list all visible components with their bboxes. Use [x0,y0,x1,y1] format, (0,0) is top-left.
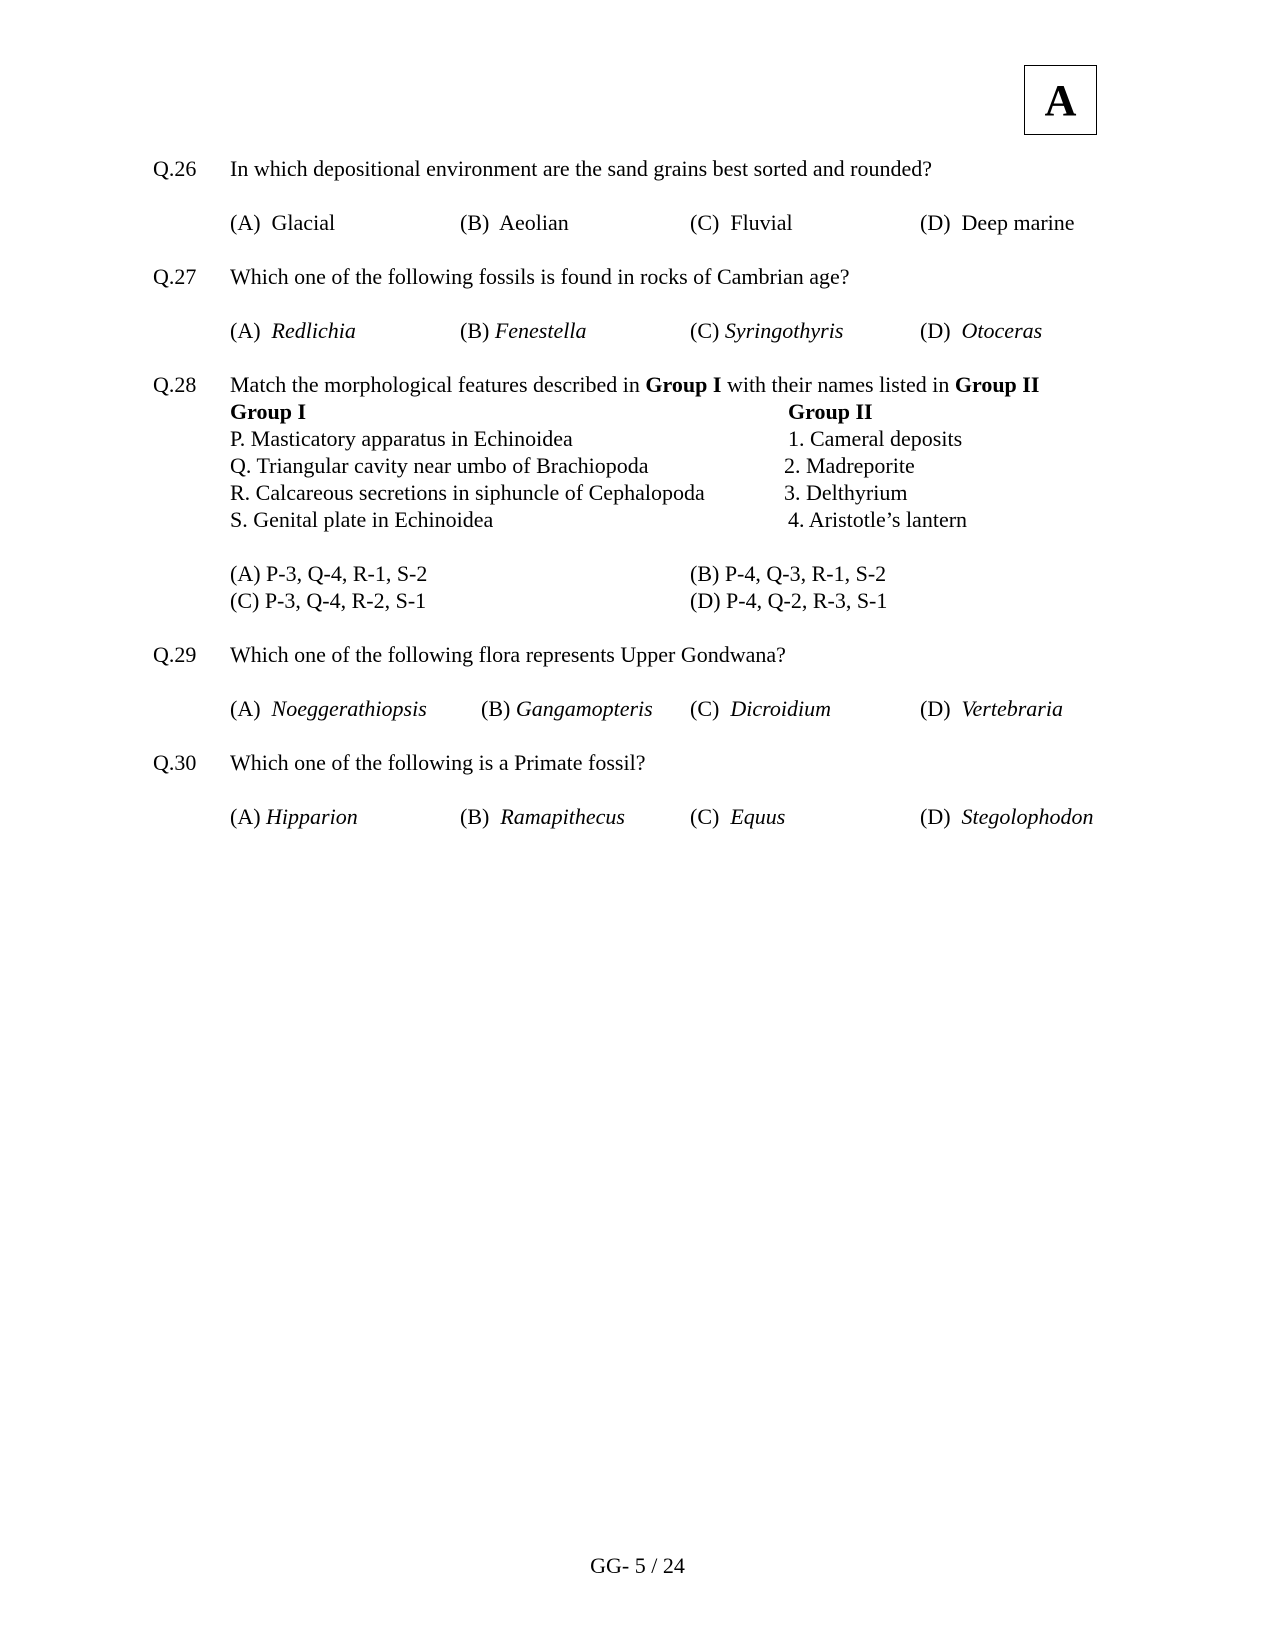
question-text-bold: Group II [954,372,1040,397]
page-footer: GG- 5 / 24 [590,1553,685,1578]
option-d [920,212,1075,234]
option-c [690,320,843,342]
group-1-item: P. Masticatory apparatus in Echinoidea [230,426,573,451]
option-label: (B) [460,804,490,829]
question-text-bold: Group I [645,372,722,397]
option-d [920,806,1094,828]
option-a [230,806,358,828]
question-number: Q.26 [153,156,197,181]
option-label: (B) [481,696,511,721]
question-text: In which depositional environment are the sand grains best sorted and rounded? [230,156,932,181]
option-label: (D) [920,210,951,235]
option-text: Noeggerathiopsis [271,696,427,721]
option-text: Fluvial [730,210,793,235]
option-d [920,698,1063,720]
group-1-item: S. Genital plate in Echinoidea [230,507,494,532]
question-number: Q.28 [153,372,197,397]
option-c [690,698,831,720]
question-text-part: with their names listed in [721,372,955,397]
option-a: (A) P-3, Q-4, R-1, S-2 [230,561,428,586]
option-label: (A) [230,318,261,343]
option-label: (C) [690,318,720,343]
option-label: (A) [230,804,261,829]
option-c: (C) P-3, Q-4, R-2, S-1 [230,588,427,613]
question-text: Which one of the following flora represents Upper Gondwana? [230,642,786,667]
option-text: Vertebraria [961,696,1063,721]
question-number: Q.30 [153,750,197,775]
option-text: Hipparion [266,804,358,829]
option-label: (C) [690,210,720,235]
option-b [460,320,586,342]
group-1-heading: Group I [230,399,307,424]
option-text: Equus [730,804,786,829]
option-text: Redlichia [271,318,356,343]
question-text [230,374,1039,396]
option-label: (D) [920,696,951,721]
option-text: Glacial [271,210,336,235]
question-text: Which one of the following fossils is found in rocks of Cambrian age? [230,264,850,289]
group-2-item: 2. Madreporite [784,453,915,478]
question-number: Q.29 [153,642,197,667]
option-text: Stegolophodon [961,804,1094,829]
question-text: Which one of the following is a Primate fossil? [230,750,646,775]
paper-set-label: A [1044,75,1077,125]
option-text: Gangamopteris [515,696,653,721]
group-2-item: 3. Delthyrium [784,480,908,505]
option-label: (D) [920,804,951,829]
option-text: Ramapithecus [500,804,625,829]
option-c [690,806,785,828]
option-d: (D) P-4, Q-2, R-3, S-1 [690,588,888,613]
option-text: Fenestella [494,318,587,343]
option-b [460,806,625,828]
option-label: (A) [230,210,261,235]
option-label: (B) [460,318,490,343]
question-text-part: Match the morphological features described in [230,372,646,397]
option-text: Otoceras [961,318,1043,343]
paper-set-box [1024,65,1097,135]
group-2-item: 1. Cameral deposits [788,426,963,451]
group-1-item: Q. Triangular cavity near umbo of Brachiopoda [230,453,649,478]
option-a [230,212,335,234]
group-2-heading: Group II [788,399,873,424]
option-text: Deep marine [961,210,1075,235]
option-label: (C) [690,804,720,829]
option-d [920,320,1042,342]
option-b [460,212,569,234]
group-1-item: R. Calcareous secretions in siphuncle of Cephalopoda [230,480,705,505]
option-text: Dicroidium [730,696,831,721]
option-c [690,212,793,234]
option-label: (D) [920,318,951,343]
option-b [481,698,653,720]
option-label: (B) [460,210,490,235]
option-b: (B) P-4, Q-3, R-1, S-2 [690,561,887,586]
question-number: Q.27 [153,264,197,289]
option-label: (A) [230,696,261,721]
option-text: Aeolian [499,210,569,235]
group-2-item: 4. Aristotle’s lantern [788,507,968,532]
option-a [230,698,427,720]
option-label: (C) [690,696,720,721]
option-a [230,320,356,342]
option-text: Syringothyris [724,318,844,343]
